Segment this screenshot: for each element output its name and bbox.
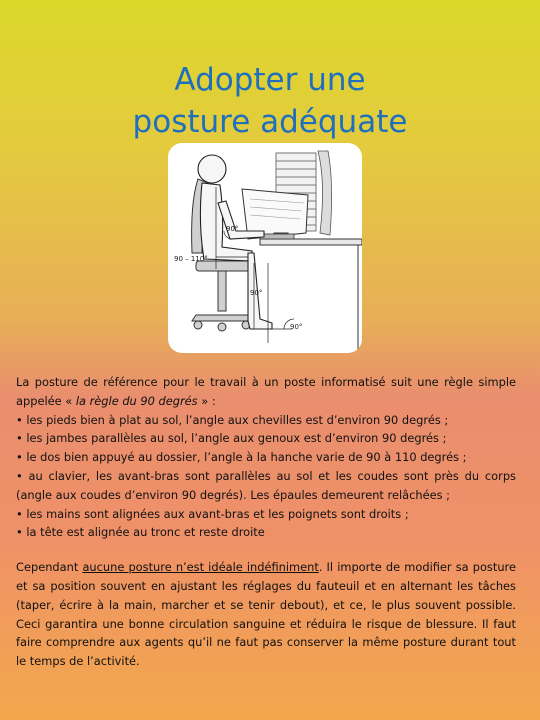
angle-back-label: 90 – 110° xyxy=(174,255,208,263)
list-item: • les mains sont alignées aux avant-bras et les poignets sont droits ; xyxy=(16,505,516,524)
title-line-1: Adopter une xyxy=(174,61,366,98)
posture-rules-list xyxy=(16,411,516,543)
list-item: • au clavier, les avant-bras sont parallèles au sol et les coudes sont près du corps (angle aux coudes d’environ 90 degrés). Les épaules demeurent relâchées ; xyxy=(16,467,516,505)
posture-illustration xyxy=(168,143,362,353)
angle-elbow-label: 90° xyxy=(226,225,239,233)
para2-underlined: aucune posture n’est idéale indéfiniment xyxy=(82,560,319,575)
list-item: • le dos bien appuyé au dossier, l’angle à la hanche varie de 90 à 110 degrés ; xyxy=(16,448,516,467)
list-item: • les jambes parallèles au sol, l’angle aux genoux est d’environ 90 degrés ; xyxy=(16,429,516,448)
para2-rest: . Il importe de modifier sa posture et sa position souvent en ajustant les réglages du fauteuil et en alternant les tâches (taper, écrire à la main, marcher et se tenir debout), et ce, le plus souvent possible. Ceci garantira une bonne circulation sanguine et réduira le risque de blessure. Il faut faire comprendre aux agents qu’il ne faut pas conserver la même posture durant tout le temps de l’activité. xyxy=(16,560,516,669)
list-item: • les pieds bien à plat au sol, l’angle aux chevilles est d’environ 90 degrés ; xyxy=(16,411,516,430)
rule-name: la règle du 90 degrés xyxy=(75,393,198,408)
keyboard xyxy=(260,234,294,239)
list-item: • la tête est alignée au tronc et reste droite xyxy=(16,523,516,542)
page-title xyxy=(0,59,540,143)
posture-drawing xyxy=(168,143,362,353)
intro-text-end: » : xyxy=(197,393,216,408)
curtain xyxy=(318,151,332,235)
intro-text: La posture de référence pour le travail à un poste informatisé suit une règle simple appelée « xyxy=(16,375,516,408)
angle-ankle-label: 90° xyxy=(290,323,303,331)
angle-knee-label: 90° xyxy=(250,289,263,297)
intro-paragraph xyxy=(16,373,516,411)
para2-start: Cependant xyxy=(16,560,83,575)
title-line-2: posture adéquate xyxy=(132,103,408,140)
second-paragraph xyxy=(16,558,516,671)
body-text xyxy=(16,373,516,671)
desk xyxy=(260,239,362,353)
